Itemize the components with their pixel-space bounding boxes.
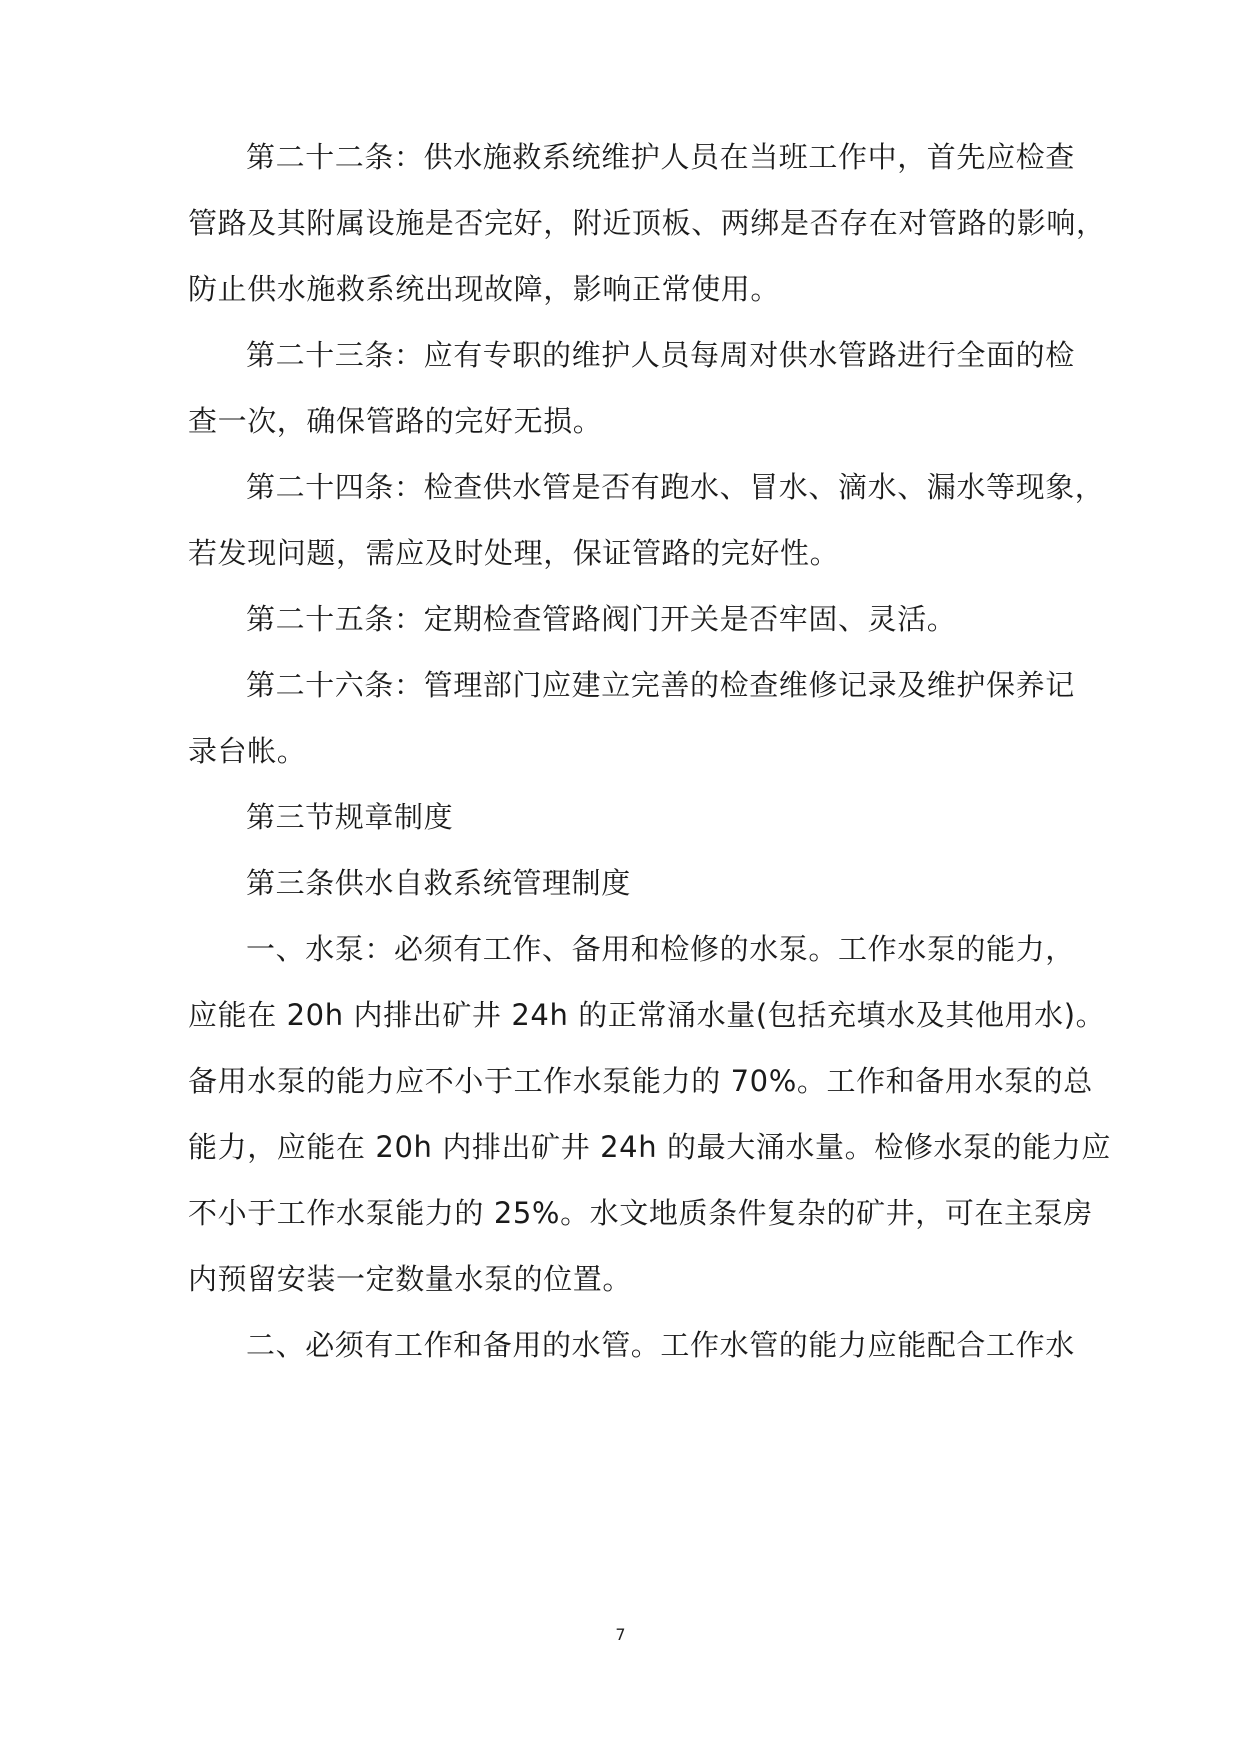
text-line: 能力，应能在 20h 内排出矿井 24h 的最大涌水量。检修水泵的能力应: [188, 1130, 1112, 1164]
text-line: 查一次，确保管路的完好无损。: [188, 404, 603, 438]
text-line: 防止供水施救系统出现故障，影响正常使用。: [188, 272, 781, 306]
text-line: 不小于工作水泵能力的 25%。水文地质条件复杂的矿井，可在主泵房: [188, 1196, 1093, 1230]
text-line: 备用水泵的能力应不小于工作水泵能力的 70%。工作和备用水泵的总: [188, 1064, 1093, 1098]
text-line: 若发现问题，需应及时处理，保证管路的完好性。: [188, 536, 840, 570]
article-heading: 第三条供水自救系统管理制度: [246, 866, 631, 900]
text-line: 应能在 20h 内排出矿井 24h 的正常涌水量(包括充填水及其他用水)。: [188, 998, 1106, 1032]
page-number: 7: [615, 1625, 626, 1644]
text-line: 第二十四条：检查供水管是否有跑水、冒水、滴水、漏水等现象，: [246, 470, 1105, 504]
text-line: 第二十六条：管理部门应建立完善的检查维修记录及维护保养记: [246, 668, 1075, 702]
text-line: 内预留安装一定数量水泵的位置。: [188, 1262, 633, 1296]
text-line: 第二十五条：定期检查管路阀门开关是否牢固、灵活。: [246, 602, 957, 636]
text-line: 二、必须有工作和备用的水管。工作水管的能力应能配合工作水: [246, 1328, 1075, 1362]
text-line: 第二十二条：供水施救系统维护人员在当班工作中，首先应检查: [246, 140, 1075, 174]
text-line: 第二十三条：应有专职的维护人员每周对供水管路进行全面的检: [246, 338, 1075, 372]
text-line: 一、水泵：必须有工作、备用和检修的水泵。工作水泵的能力，: [246, 932, 1075, 966]
text-line: 录台帐。: [188, 734, 307, 768]
section-heading: 第三节规章制度: [246, 800, 454, 834]
text-line: 管路及其附属设施是否完好，附近顶板、两绑是否存在对管路的影响，: [188, 206, 1106, 240]
